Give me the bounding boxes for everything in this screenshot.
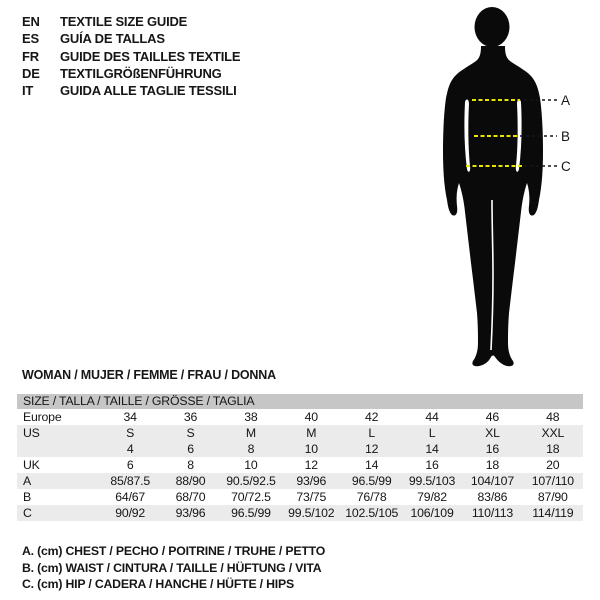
title-row-it — [22, 82, 240, 99]
table-cell: 10 — [244, 458, 258, 472]
lang-code: ES — [22, 31, 39, 47]
row-label: UK — [23, 458, 40, 472]
table-cell: XXL — [541, 426, 565, 440]
table-cell: 88/90 — [175, 474, 206, 488]
table-cell: 46 — [485, 410, 500, 424]
row-label: B — [23, 490, 32, 504]
table-cell: 4 — [126, 442, 134, 456]
title-text: TEXTILE SIZE GUIDE — [60, 14, 188, 29]
table-cell: 96.5/99 — [351, 474, 392, 488]
table-cell: 114/119 — [532, 506, 574, 520]
table-cell: 42 — [365, 410, 379, 424]
table-cell: 8 — [187, 458, 194, 472]
lang-code: IT — [22, 83, 34, 99]
table-cell: 8 — [247, 442, 255, 456]
table-cell: 36 — [183, 410, 198, 424]
table-row-waist-b — [17, 489, 583, 505]
woman-silhouette-head — [475, 7, 510, 47]
title-row-de — [22, 65, 240, 82]
language-title-block — [22, 13, 240, 99]
label-b: B — [561, 129, 571, 144]
size-table — [17, 394, 583, 521]
table-row-hip-c — [17, 505, 583, 521]
table-cell: 12 — [365, 442, 379, 456]
table-cell: 64/67 — [115, 490, 146, 504]
title-text: GUIDA ALLE TAGLIE TESSILI — [60, 83, 237, 99]
table-cell: 83/86 — [477, 490, 508, 504]
table-cell: 85/87.5 — [110, 474, 150, 488]
table-cell: 99.5/103 — [408, 474, 456, 488]
size-table-header: SIZE / TALLA / TAILLE / GRÖSSE / TAGLIA — [17, 394, 583, 409]
lang-code: EN — [22, 14, 40, 29]
table-row-chest-a — [17, 473, 583, 489]
table-cell: 79/82 — [417, 490, 447, 504]
table-cell: 93/96 — [296, 474, 327, 488]
table-row-us-numeric — [17, 441, 583, 457]
table-cell: 106/109 — [410, 506, 454, 520]
table-cell: 70/72.5 — [231, 490, 271, 504]
label-c: C — [561, 159, 571, 174]
table-cell: 40 — [304, 410, 318, 424]
table-cell: 34 — [123, 410, 137, 424]
table-row-europe — [17, 409, 583, 425]
table-cell: 14 — [425, 442, 439, 456]
row-label: A — [23, 474, 32, 488]
measurement-figure — [420, 0, 600, 372]
table-cell: 20 — [546, 458, 560, 472]
table-cell: 18 — [485, 458, 500, 472]
table-cell: 90.5/92.5 — [226, 474, 276, 488]
table-cell: 99.5/102 — [288, 506, 335, 520]
row-label: C — [23, 506, 32, 520]
table-cell: 96.5/99 — [231, 506, 271, 520]
title-row-fr — [22, 48, 240, 65]
table-cell: 14 — [365, 458, 379, 472]
title-text: GUIDE DES TAILLES TEXTILE — [60, 48, 241, 64]
table-cell: 90/92 — [115, 506, 146, 520]
lang-code: FR — [22, 48, 39, 64]
table-cell: 16 — [425, 458, 439, 472]
label-a: A — [561, 93, 571, 108]
table-row-uk — [17, 457, 583, 473]
table-cell: 104/107 — [470, 474, 514, 488]
measurement-legend — [22, 543, 325, 593]
table-cell: 6 — [126, 458, 134, 472]
table-cell: 93/96 — [175, 506, 206, 520]
table-cell: L — [428, 426, 436, 440]
title-text: GUÍA DE TALLAS — [60, 31, 165, 47]
table-cell: 16 — [485, 442, 500, 456]
table-cell: 6 — [187, 442, 194, 456]
table-cell: 38 — [244, 410, 258, 424]
table-cell: 48 — [546, 410, 560, 424]
table-cell: S — [126, 426, 135, 440]
row-label — [17, 441, 100, 457]
table-cell: 68/70 — [175, 490, 206, 504]
table-cell: 73/75 — [296, 490, 327, 504]
table-cell: L — [368, 426, 375, 440]
woman-silhouette-diagram — [420, 0, 600, 372]
table-cell: 87/90 — [537, 490, 568, 504]
table-cell: 107/110 — [531, 474, 574, 488]
table-cell: XL — [485, 426, 500, 440]
legend-chest: A. (cm) CHEST / PECHO / POITRINE / TRUHE / PETTO — [22, 544, 326, 558]
table-cell: 44 — [425, 410, 439, 424]
lang-code: DE — [22, 65, 40, 81]
title-row-en — [22, 13, 240, 30]
legend-hip: C. (cm) HIP / CADERA / HANCHE / HÜFTE / HIPS — [22, 577, 295, 592]
table-row-us — [17, 425, 583, 441]
row-label: US — [23, 426, 40, 440]
title-row-es — [22, 30, 240, 47]
table-cell: 12 — [304, 458, 318, 472]
table-cell: 76/78 — [356, 490, 387, 504]
table-cell: 110/113 — [471, 506, 514, 520]
table-cell: M — [306, 426, 317, 440]
title-text: TEXTILGRÖßENFÜHRUNG — [60, 65, 222, 81]
category-title: WOMAN / MUJER / FEMME / FRAU / DONNA — [22, 368, 276, 382]
table-cell: 102.5/105 — [345, 506, 399, 520]
table-cell: 10 — [304, 442, 318, 456]
table-cell: S — [186, 426, 195, 440]
table-cell: M — [245, 426, 256, 440]
table-cell: 18 — [546, 442, 560, 456]
row-label: Europe — [23, 410, 62, 424]
legend-waist: B. (cm) WAIST / CINTURA / TAILLE / HÜFTUNG / VITA — [22, 560, 322, 575]
